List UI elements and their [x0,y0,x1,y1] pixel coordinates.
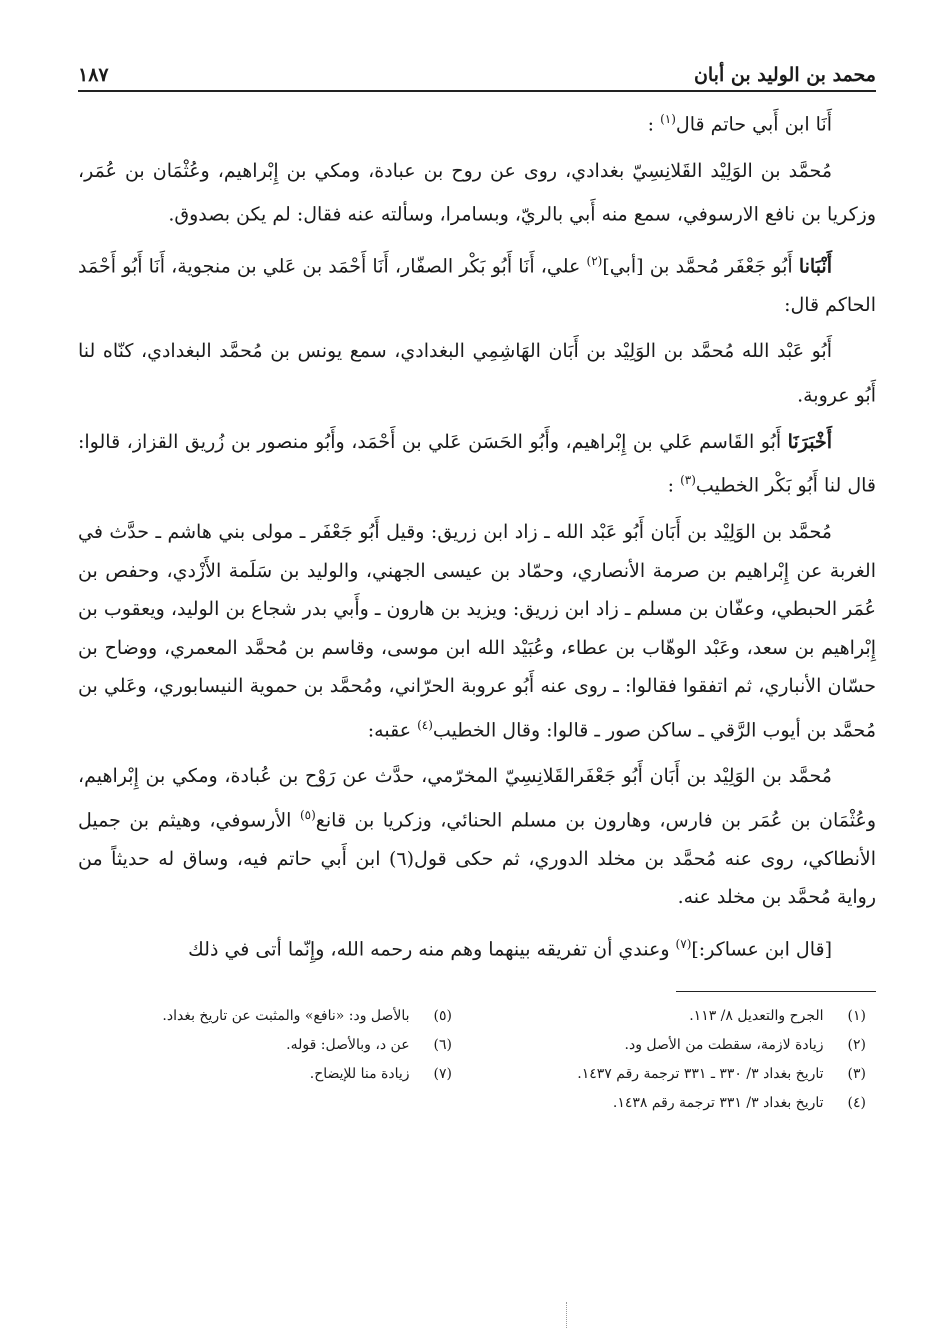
footnote-text: زيادة لازمة، سقطت من الأصل ود. [624,1036,824,1053]
footnote [492,1089,866,1118]
footnote-number: (٥) [433,1007,452,1024]
footnote [492,1002,866,1031]
paragraph-text: أَنَا ابن أَبي حاتم قال [675,113,832,136]
paragraph-text: أَبُو عَبْد الله مُحمَّد بن الوَلِيْد بن أَبَان الهَاشِمِي البغدادي، سمع يونس بن مُحمَّد البغدادي، كنّاه لنا أَبُو عروبة. [78,340,876,407]
main-text [78,100,876,969]
paragraph [78,925,876,969]
paragraph-text: مُحمَّد بن الوَلِيْد القَلانِسِيّ بغدادي، روى عن روح بن عبادة، ومكي بن إِبْراهيم، وعُثْمَان بن عُمَر، وزكريا بن نافع الارسوفي، سمع منه أَبي بالريّ، وبسامرا، وسألته عنه فقال: لم يكن بصدوق. [78,159,876,226]
paragraph [78,513,876,749]
footnote [78,1031,452,1060]
paragraph [78,757,876,916]
footnote-number: (٦) [433,1036,452,1053]
paragraph [78,152,876,234]
paragraph-text: مُحمَّد بن الوَلِيْد بن أَبَان أَبُو عَبْد الله ـ زاد ابن زريق: وقيل أَبُو جَعْفَر ـ مولى بني هاشم ـ حدَّث في الغربة عن إِبْراهيم بن صرمة الأنصاري، وحمّاد بن عيسى الجهني، والوليد بن سَلَمة الأَزْدي، وحفص بن عُمَر الحبطي، وعفّان بن مسلم ـ زاد ابن زريق: ويزيد بن هارون ـ وأَبي بدر شجاع بن الوليد، ويعقوب بن إِبْراهيم بن سعد، وعَبْد الوهّاب بن عطاء، وعُبَيْد الله ابن موسى، وقاسم بن مُحمَّد المعمري، ووضاح بن حسّان الأنباري، ثم اتفقوا فقالوا: ـ روى عنه أَبُو عروبة الحرّاني، ومُحمَّد بن حموية النيسابوري، وعَلي بن مُحمَّد بن أيوب الرَّقي ـ ساكن صور ـ قالوا: وقال الخطيب [78,521,876,741]
footnote-text: تاريخ بغداد ٣/ ٣٣٠ ـ ٣٣١ ترجمة رقم ١٤٣٧. [577,1065,824,1082]
running-title: محمد بن الوليد بن أبان [693,64,876,86]
paragraph-tail: : [667,474,675,497]
paragraph-lead: أَخْبَرَنَا [787,430,832,453]
footnotes-right-column [492,1002,866,1118]
paragraph [78,242,876,324]
paragraph [78,423,876,505]
paragraph [78,100,876,144]
footnote-number: (٤) [847,1094,866,1111]
footnote-text: الجرح والتعديل ٨/ ١١٣. [689,1007,824,1024]
footnote-text: تاريخ بغداد ٣/ ٣٣١ ترجمة رقم ١٤٣٨. [612,1094,824,1111]
footnotes-left-column [78,1002,452,1118]
footnote-marker: (١) [660,112,676,126]
page-header [78,52,876,92]
paragraph-text: مُحمَّد بن الوَلِيْد بن أَبَان أَبُو جَعْفَرالقَلانِسِيّ المخرّمي، حدَّث عن رَوْح بن عُبادة، ومكي بن إِبْراهيم، وعُثْمَان بن عُمَر بن فارس، وهارون بن مسلم الحنائي، وزكريا بن قانع [78,765,876,832]
paragraph-text: [قال ابن عساكر:] [691,938,832,961]
paragraph-tail: عقبه: [367,718,412,741]
footnote-text: زيادة منا للإيضاح. [309,1065,410,1082]
footnote-number: (٢) [847,1036,866,1053]
footnote-marker: (٧) [675,936,692,951]
footnote-number: (٣) [847,1065,866,1082]
page-fold-mark [566,1302,568,1328]
footnote [492,1060,866,1089]
paragraph-tail: علي، أَنَا أَبُو بَكْر الصفّار، أَنَا أَحْمَد بن عَلي بن منجوية، أَنَا أَبُو أَحْمَد الحاكم قال: [78,255,876,316]
footnote-marker: (٤) [417,717,433,732]
footnote [78,1060,452,1089]
paragraph-tail: وعندي أن تفريقه بينهما وهم منه رحمه الله، وإِنّما أتى في ذلك [188,938,670,961]
paragraph-tail: : [647,113,655,136]
paragraph [78,332,876,414]
footnote [78,1002,452,1031]
footnote-marker: (٣) [680,473,696,488]
book-page [78,52,876,1118]
footnote-number: (٧) [433,1065,452,1082]
paragraph-lead: أَنْبَانا [798,255,832,278]
paragraph-text: أَبُو القَاسم عَلي بن إِبْراهيم، وأَبُو الحَسَن عَلي بن أَحْمَد، وأَبُو منصور بن زُريق القزاز، قالوا: قال لنا أَبُو بَكْر الخطيب [78,430,876,497]
footnote-text: بالأصل ود: «نافع» والمثبت عن تاريخ بغداد. [162,1007,410,1024]
footnote-separator [676,991,876,992]
footnote-marker: (٢) [586,254,603,269]
footnote-text: عن د، وبالأصل: قوله. [286,1036,410,1053]
page-number: ١٨٧ [78,64,109,86]
paragraph-text: أَبُو جَعْفَر مُحمَّد بن [أبي] [602,255,793,278]
footnote [492,1031,866,1060]
footnotes [78,1002,876,1118]
footnote-marker: (٥) [299,807,316,822]
footnote-number: (١) [847,1007,866,1024]
paragraph-tail: الأرسوفي، وهيثم بن جميل الأنطاكي، روى عنه مُحمَّد بن مخلد الدوري، ثم حكى قول(٦) ابن أَبي حاتم فيه، وساق له حديثاً من رواية مُحمَّد بن مخلد عنه. [78,809,876,909]
